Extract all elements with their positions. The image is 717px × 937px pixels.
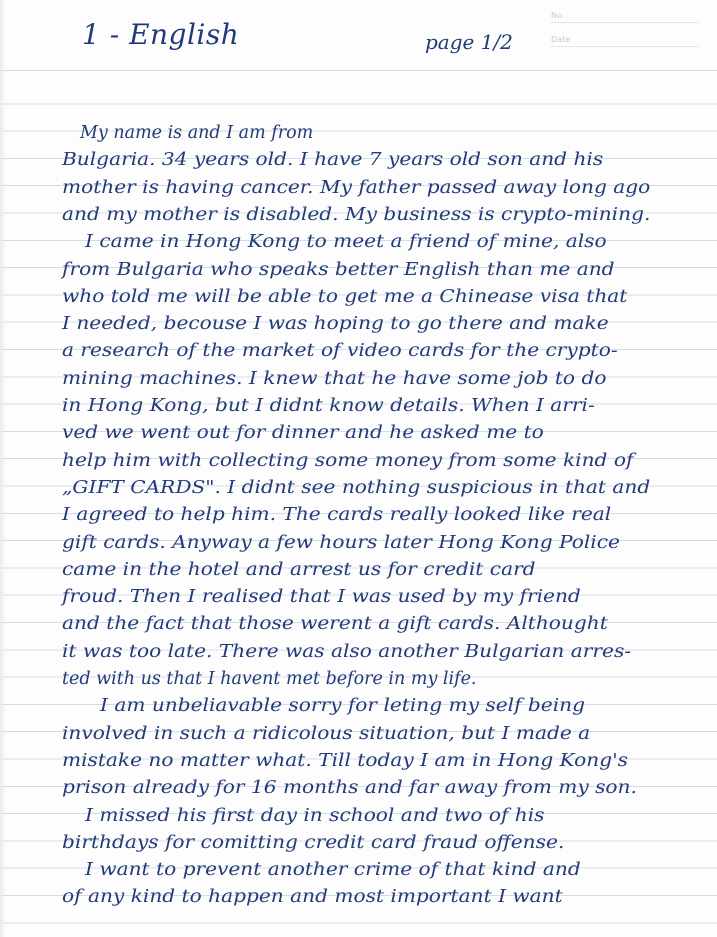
corner-number-label: No. [551,11,565,20]
letter-line: mistake no matter what. Till today I am in Hong Kong's [62,750,628,771]
page-indicator: page 1/2 [425,30,513,54]
letter-line: and the fact that those werent a gift cards. Althought [62,614,608,635]
letter-line: of any kind to happen and most important I want [62,887,563,908]
letter-line: My name is and I am from [80,123,314,143]
letter-line: birthdays for comitting credit card fraud offense. [62,832,565,853]
letter-title: 1 - English [82,18,240,51]
letter-line: mining machines. I knew that he have some job to do [62,368,607,389]
letter-line: I am unbeliavable sorry for leting my self being [100,696,586,717]
letter-line: mother is having cancer. My father passed away long ago [62,177,651,198]
letter-line: I missed his first day in school and two of his [85,805,545,826]
letter-line: I agreed to help him. The cards really looked like real [62,505,612,526]
corner-date-label: Date [551,35,571,44]
letter-line: Bulgaria. 34 years old. I have 7 years old son and his [62,150,604,171]
letter-line: and my mother is disabled. My business is crypto-mining. [62,204,651,225]
letter-line: I came in Hong Kong to meet a friend of mine, also [85,232,607,253]
letter-line: I want to prevent another crime of that kind and [85,860,581,881]
letter-line: ved we went out for dinner and he asked me to [62,423,544,444]
letter-line: gift cards. Anyway a few hours later Hong Kong Police [62,532,620,553]
letter-line: a research of the market of video cards for the crypto- [62,341,618,362]
letter-line: froud. Then I realised that I was used by my friend [62,587,581,608]
letter-line: involved in such a ridicolous situation, but I made a [62,723,591,744]
letter-line: I needed, becouse I was hoping to go there and make [62,314,609,335]
letter-line: help him with collecting some money from some kind of [62,450,634,471]
letter-line: from Bulgaria who speaks better English than me and [62,259,615,280]
letter-line: who told me will be able to get me a Chinease visa that [62,286,628,307]
letter-line: ted with us that I havent met before in my life. [62,669,477,689]
letter-line: in Hong Kong, but I didnt know details. When I arri- [62,396,595,416]
letter-line: came in the hotel and arrest us for credit card [62,559,536,580]
letter-line: prison already for 16 months and far away from my son. [62,778,637,799]
letter-line: it was too late. There was also another Bulgarian arres- [62,641,632,662]
letter-line: „GIFT CARDS". I didnt see nothing suspicious in that and [62,477,651,498]
